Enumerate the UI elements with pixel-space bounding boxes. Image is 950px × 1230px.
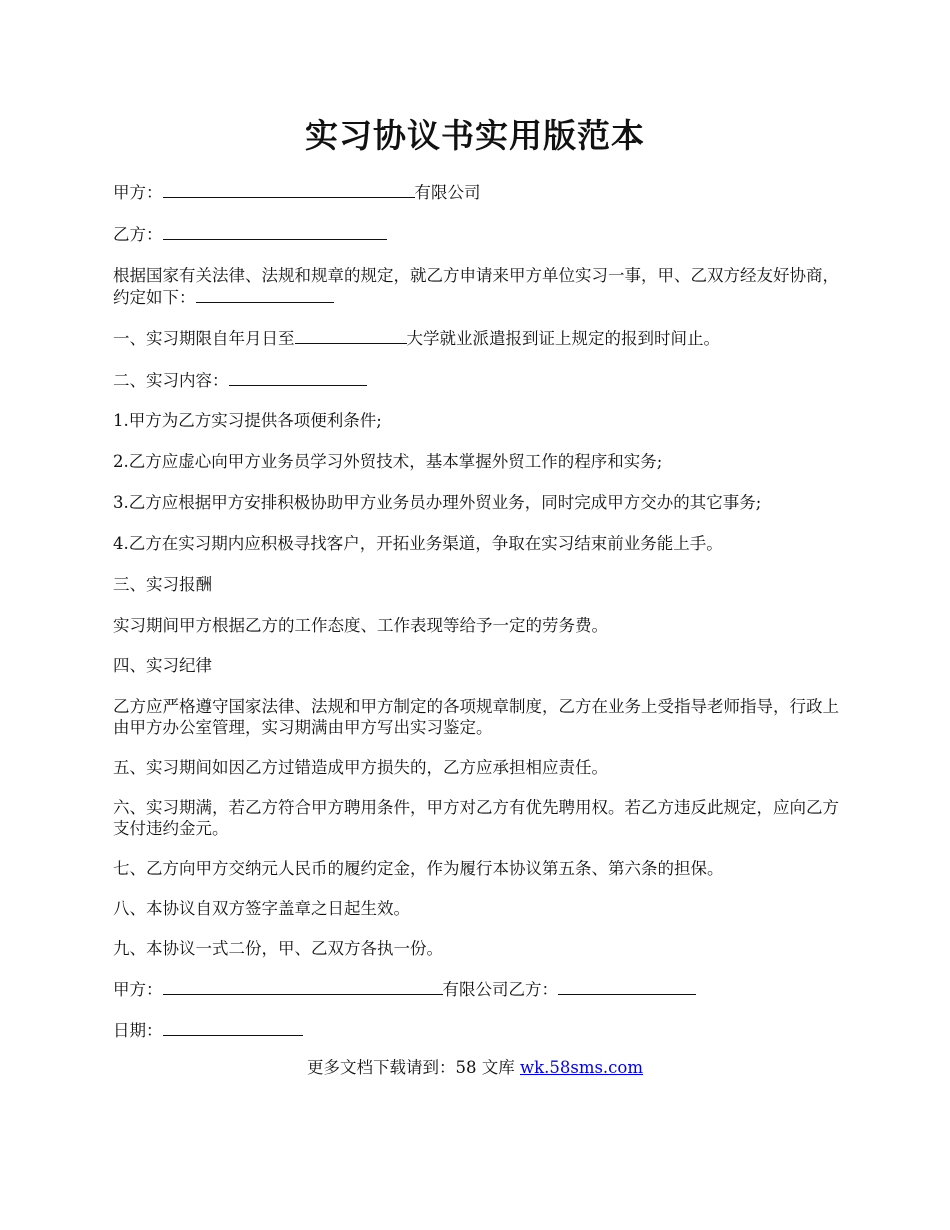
item-1: 1.甲方为乙方实习提供各项便利条件;: [113, 411, 382, 430]
sign-party-a-suffix: 有限公司乙方：: [442, 980, 558, 999]
item-3: 3.乙方应根据甲方安排积极协助甲方业务员办理外贸业务，同时完成甲方交办的其它事务;: [113, 493, 762, 512]
intro-paragraph: [113, 265, 848, 308]
sign-party-a-label: 甲方：: [113, 980, 163, 999]
date-label: 日期：: [113, 1021, 163, 1040]
party-a-blank: [163, 181, 415, 198]
clause-5: 五、实习期间如因乙方过错造成甲方损失的，乙方应承担相应责任。: [113, 758, 608, 777]
clause-4-heading: 四、实习纪律: [113, 656, 212, 675]
clause-8: 八、本协议自双方签字盖章之日起生效。: [113, 899, 410, 918]
clause-3-text: 实习期间甲方根据乙方的工作态度、工作表现等给予一定的劳务费。: [113, 616, 608, 635]
footer: [0, 1057, 950, 1079]
clause-4-text: 乙方应严格遵守国家法律、法规和甲方制定的各项规章制度，乙方在业务上受指导老师指导，行政上由甲方办公室管理，实习期满由甲方写出实习鉴定。: [113, 697, 839, 737]
sign-party-a-blank: [163, 978, 443, 995]
date-line: [113, 1019, 848, 1041]
party-b-blank: [163, 223, 387, 240]
clause-7: 七、乙方向甲方交纳元人民币的履约定金，作为履行本协议第五条、第六条的担保。: [113, 859, 724, 878]
party-b-label: 乙方：: [113, 225, 163, 244]
clause-1-prefix: 一、实习期限自年月日至: [113, 329, 295, 348]
document-title: 实习协议书实用版范本: [305, 116, 645, 155]
clause-3-heading: 三、实习报酬: [113, 575, 212, 594]
party-a-label: 甲方：: [113, 183, 163, 202]
party-b-line: [113, 223, 848, 245]
party-a-line: [113, 181, 848, 203]
date-blank: [163, 1019, 303, 1036]
footer-link[interactable]: wk.58sms.com: [519, 1058, 643, 1077]
clause-1-blank: [295, 327, 407, 344]
clause-2-blank: [229, 369, 367, 386]
clause-1: [113, 327, 848, 349]
clause-1-suffix: 大学就业派遣报到证上规定的报到时间止。: [406, 329, 720, 348]
clause-2-text: 二、实习内容：: [113, 371, 229, 390]
clause-6: 六、实习期满，若乙方符合甲方聘用条件，甲方对乙方有优先聘用权。若乙方违反此规定，应向乙方支付违约金元。: [113, 798, 839, 838]
item-2: 2.乙方应虚心向甲方业务员学习外贸技术，基本掌握外贸工作的程序和实务;: [113, 452, 663, 471]
intro-text: 根据国家有关法律、法规和规章的规定，就乙方申请来甲方单位实习一事，甲、乙双方经友好协商，约定如下：: [113, 266, 839, 307]
signature-line: [113, 978, 848, 1000]
item-4: 4.乙方在实习期内应积极寻找客户，开拓业务渠道，争取在实习结束前业务能上手。: [113, 534, 723, 553]
sign-party-b-blank: [558, 978, 696, 995]
intro-blank: [196, 286, 334, 303]
footer-text: 更多文档下载请到：58 文库: [306, 1058, 520, 1077]
clause-2: [113, 369, 848, 391]
clause-9: 九、本协议一式二份，甲、乙双方各执一份。: [113, 939, 443, 958]
party-a-suffix: 有限公司: [414, 183, 481, 202]
